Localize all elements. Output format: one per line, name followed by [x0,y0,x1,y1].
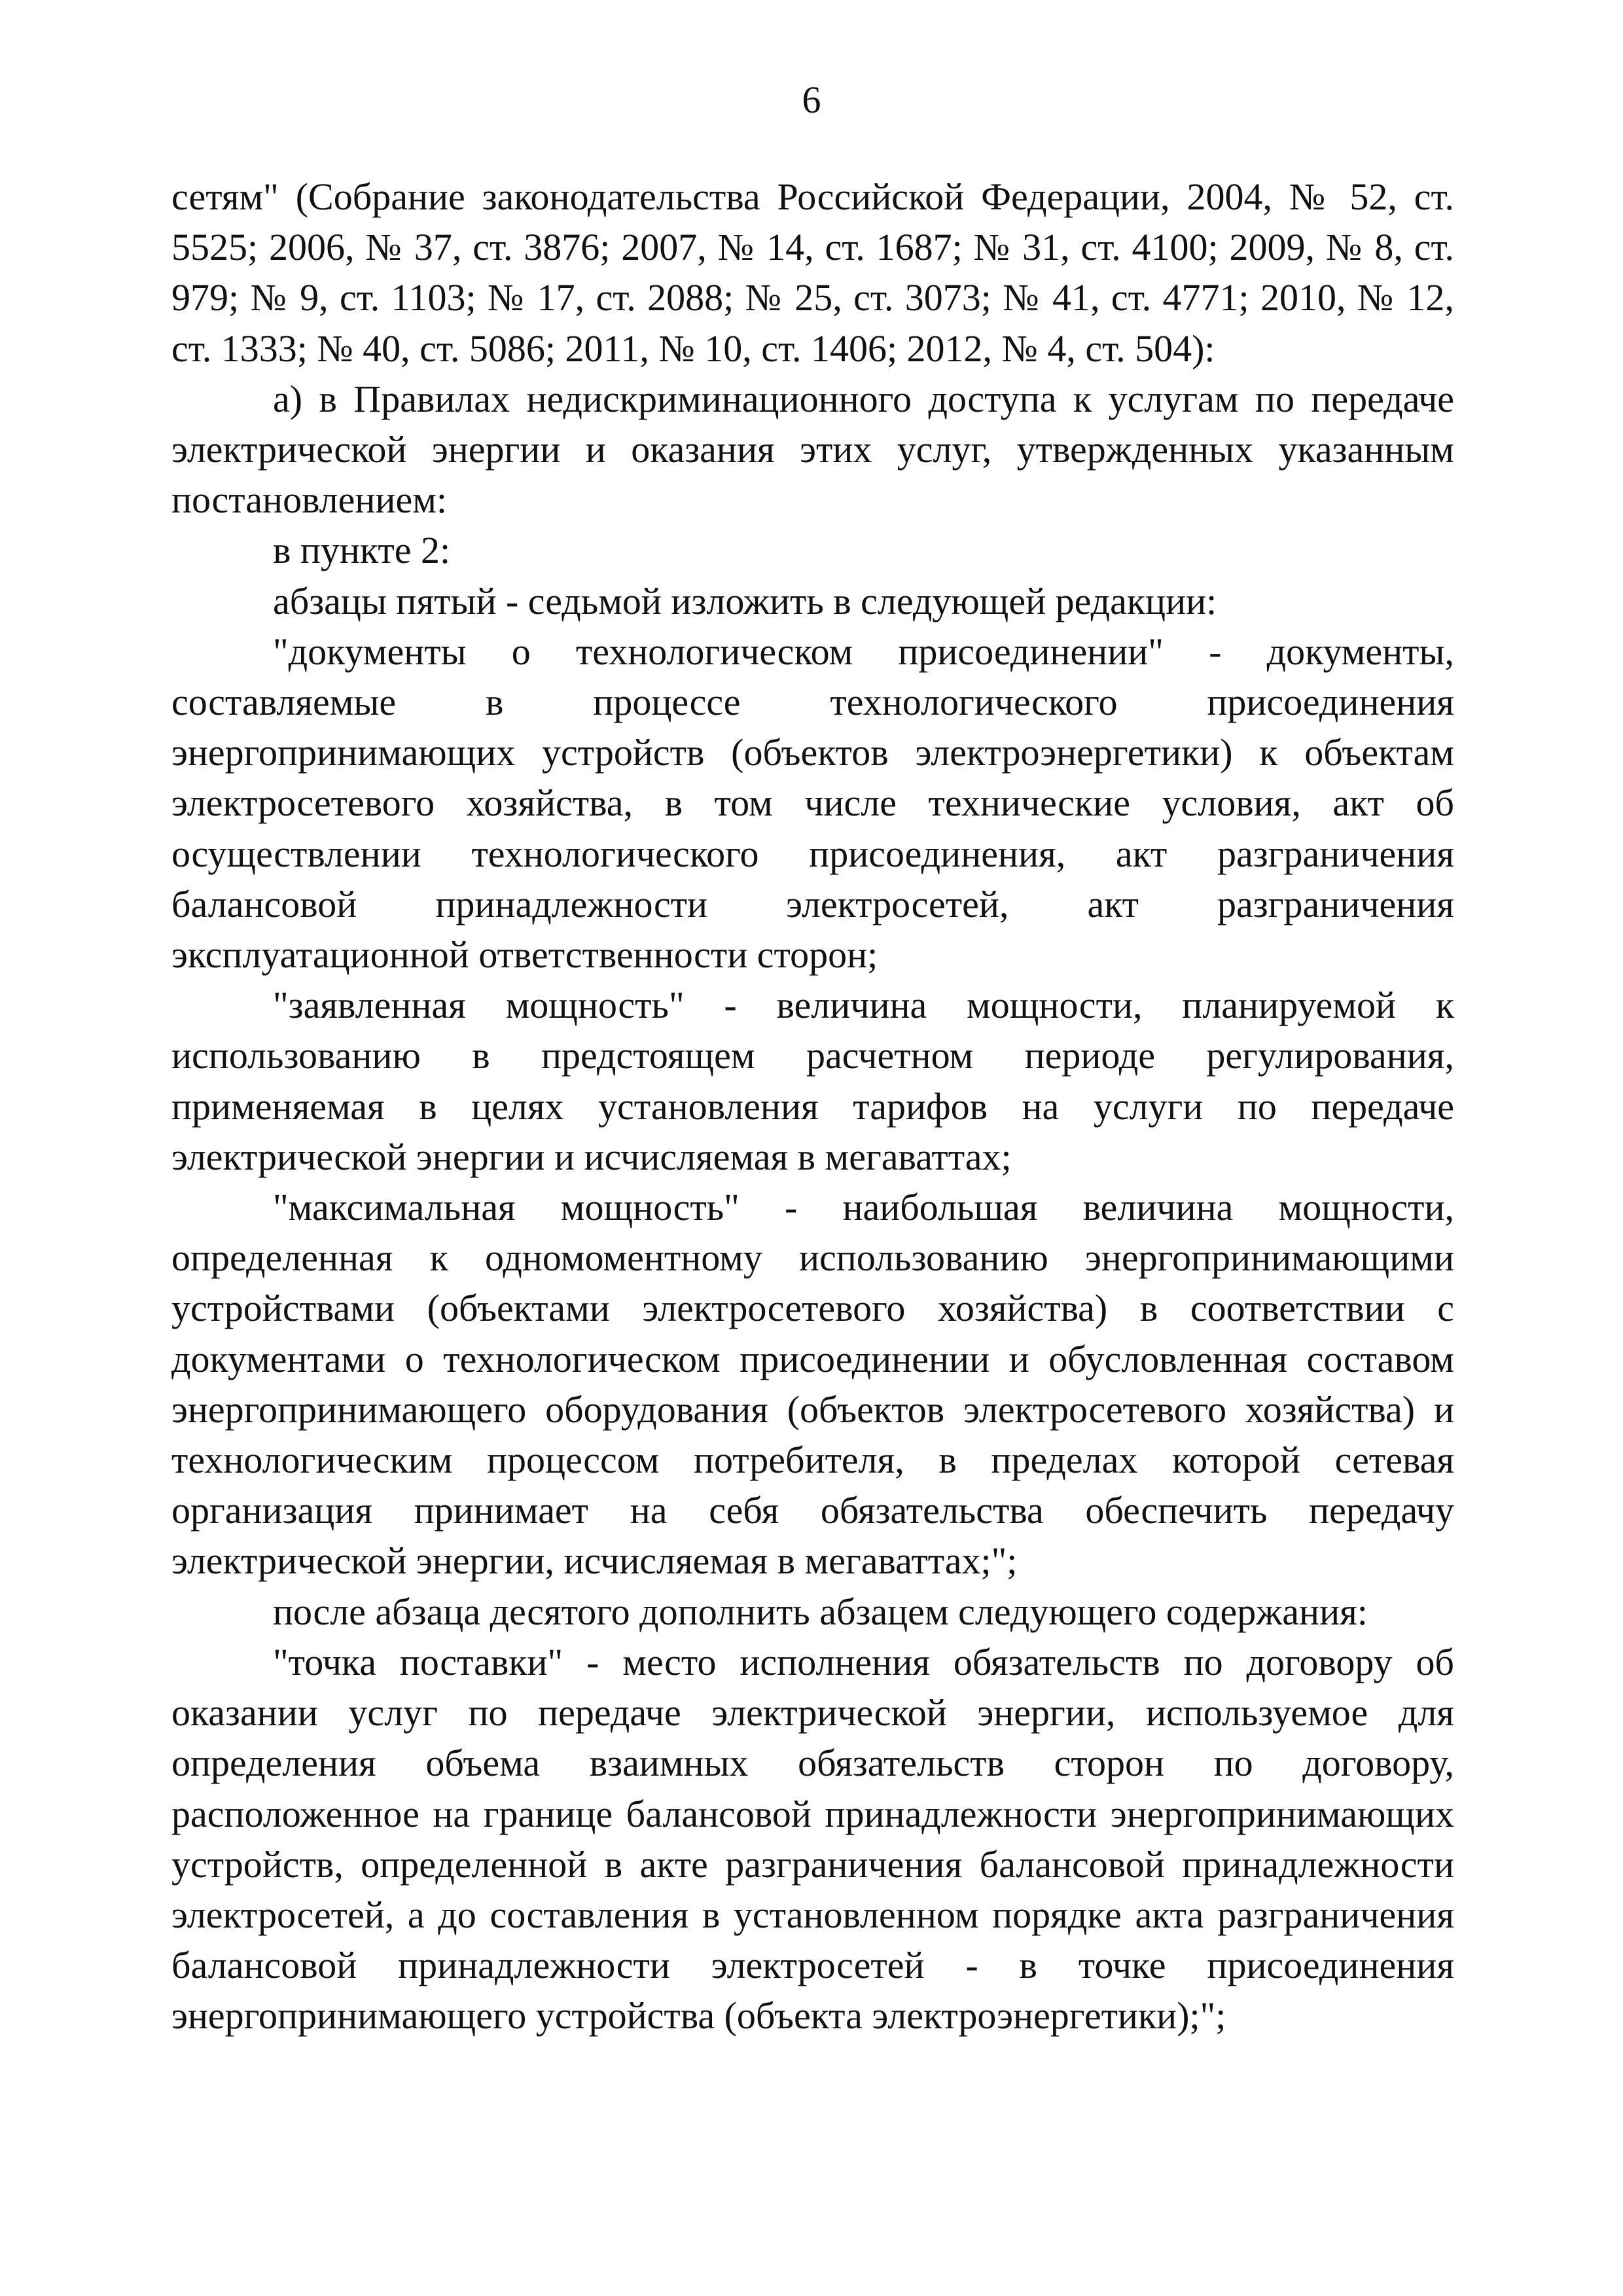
paragraph-rules-amendment: а) в Правилах недискриминационного доступа к услугам по передаче электрической энергии и оказания этих услуг, утвержденных указанным постановлением: [171,377,1454,522]
page-number: 6 [802,79,821,121]
paragraph-definition-delivery-point: "точка поставки" - место исполнения обязательств по договору об оказании услуг по передаче электрической энергии, используемое для определения объема взаимных обязательств сторон по договору, расположенное на границе балансовой принадлежности энергопринимающих устройств, определенной в акте разграничения балансовой принадлежности электросетей, а до составления в установленном порядке акта разграничения балансовой принадлежности электросетей - в точке присоединения энергопринимающего устройства (объекта электроэнергетики);"; [171,1640,1454,2037]
paragraph-definition-max-power: "максимальная мощность" - наибольшая величина мощности, определенная к одномоментному использованию энергопринимающими устройствами (объектами электросетевого хозяйства) в соответствии с документами о технологическом присоединении и обусловленная составом энергопринимающего оборудования (объектов электросетевого хозяйства) и технологическим процессом потребителя, в пределах которой сетевая организация принимает на себя обязательства обеспечить передачу электрической энергии, исчисляемая в мегаваттах;"; [171,1186,1454,1583]
paragraph-point-2: в пункте 2: [273,529,451,572]
paragraph-abzats-instruction: абзацы пятый - седьмой изложить в следующей редакции: [273,579,1217,622]
paragraph-definition-declared-power: "заявленная мощность" - величина мощности, планируемой к использованию в предстоящем расчетном периоде регулирования, применяемая в целях установления тарифов на услуги по передаче электрической энергии и исчисляемая в мегаваттах; [171,984,1454,1178]
paragraph-addition-instruction: после абзаца десятого дополнить абзацем следующего содержания: [273,1590,1368,1633]
document-body [171,171,1454,2041]
paragraph-definition-documents: "документы о технологическом присоединении" - документы, составляемые в процессе технологического присоединения энергопринимающих устройств (объектов электроэнергетики) к объектам электросетевого хозяйства, в том числе технические условия, акт об осуществлении технологического присоединения, акт разграничения балансовой принадлежности электросетей, акт разграничения эксплуатационной ответственности сторон; [171,630,1454,977]
paragraph-citation-continuation: сетям" (Собрание законодательства Российской Федерации, 2004, № 52, ст. 5525; 2006, № 37, ст. 3876; 2007, № 14, ст. 1687; № 31, ст. 4100; 2009, № 8, ст. 979; № 9, ст. 1103; № 17, ст. 2088; № 25, ст. 3073; № 41, ст. 4771; 2010, № 12, ст. 1333; № 40, ст. 5086; 2011, № 10, ст. 1406; 2012, № 4, ст. 504): [171,175,1454,370]
